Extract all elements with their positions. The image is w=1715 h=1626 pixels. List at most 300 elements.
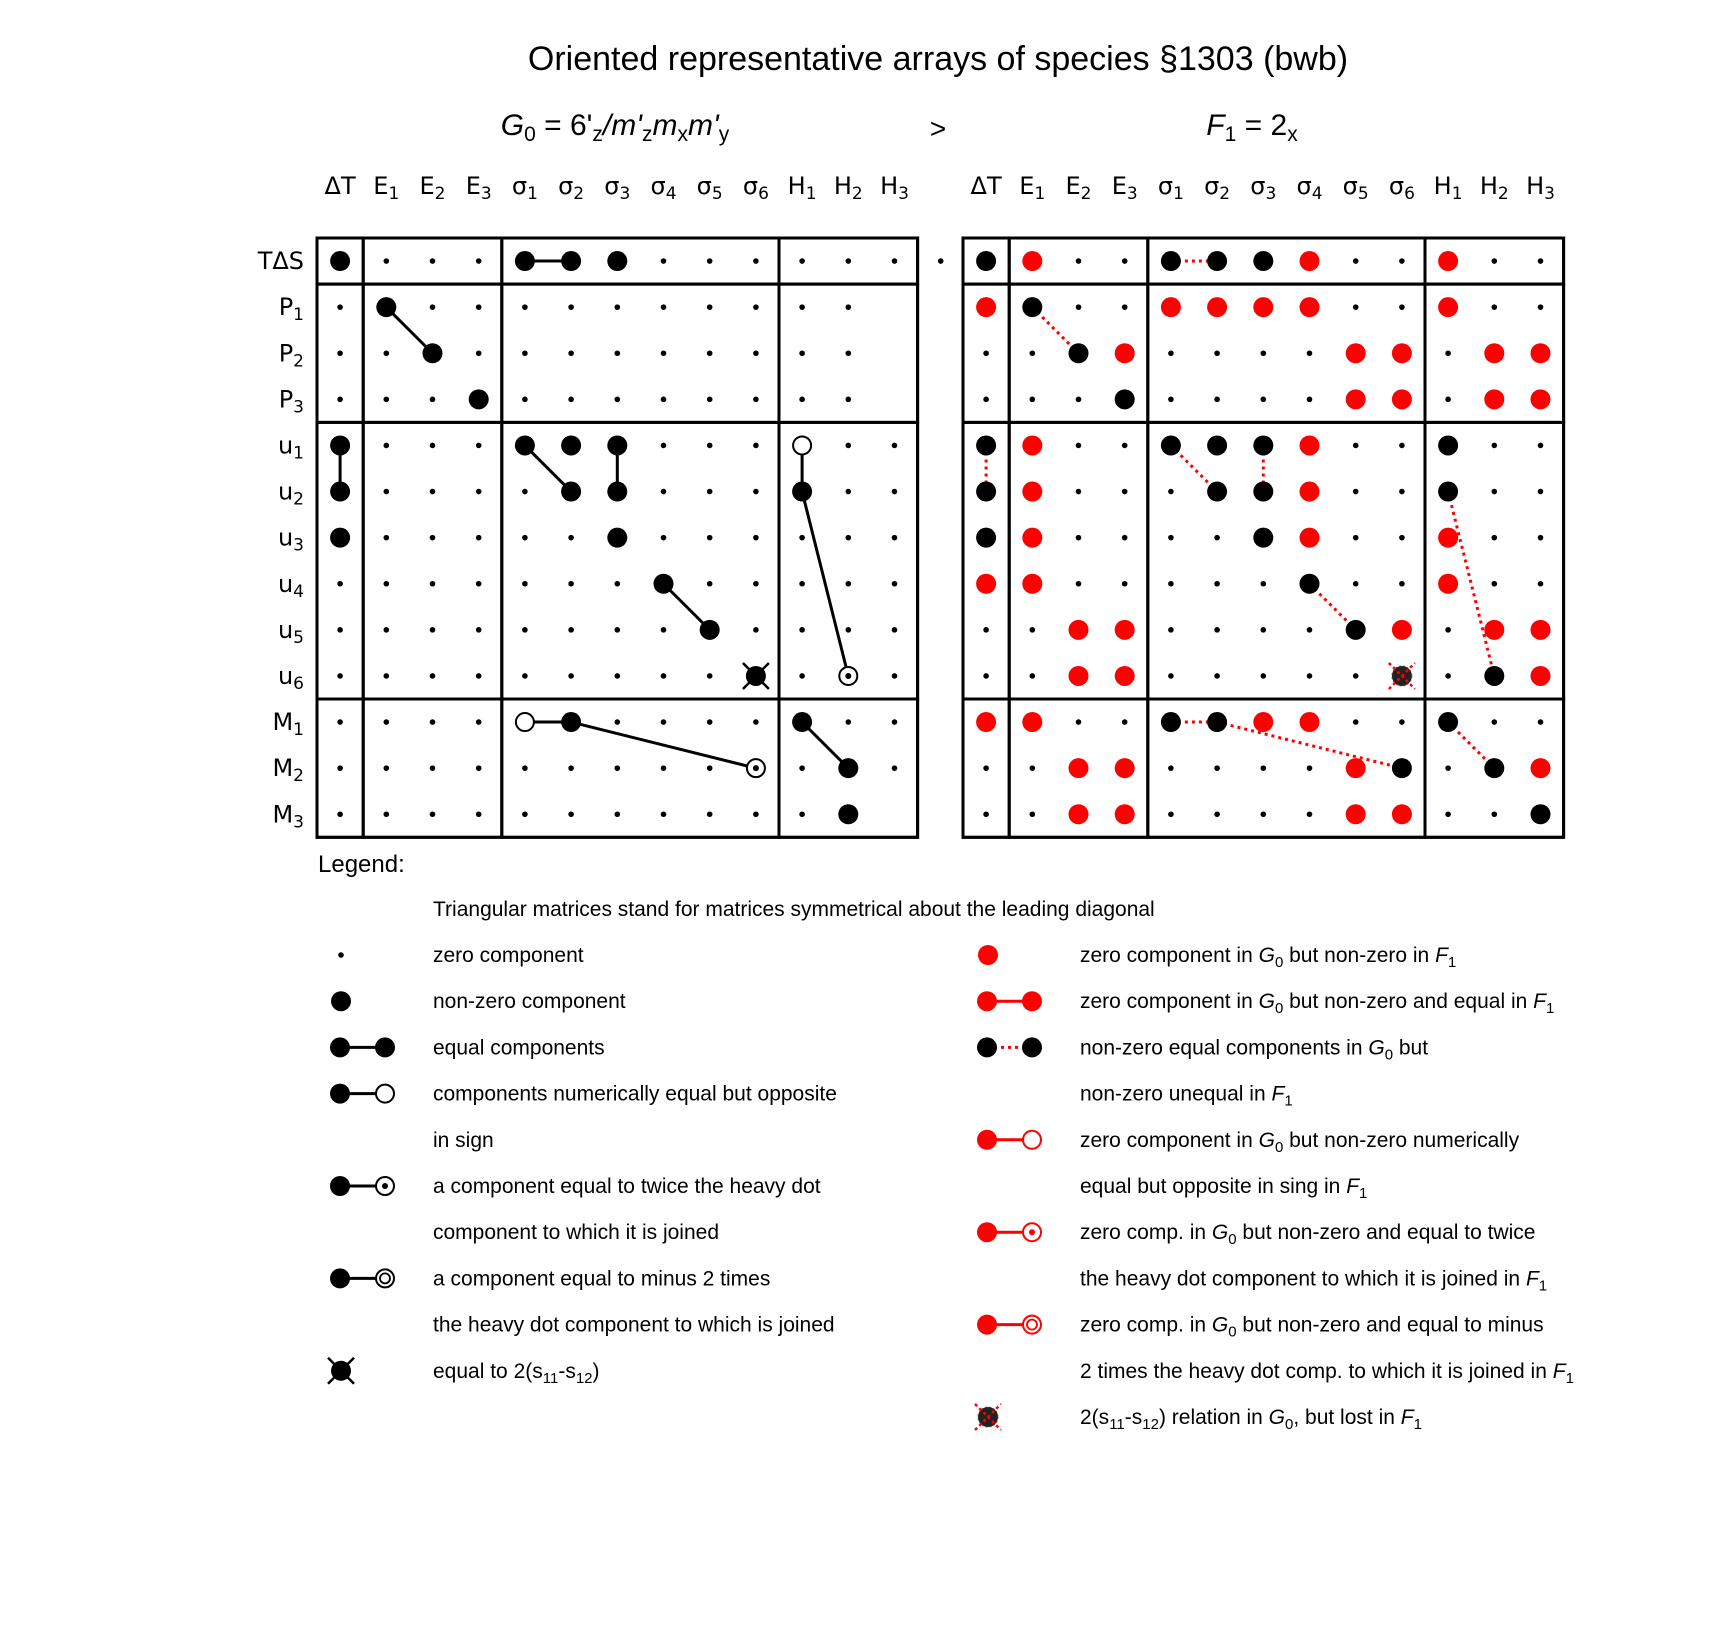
g0-nonzero-cell xyxy=(792,482,812,502)
g0-zero-cell xyxy=(476,489,482,495)
f1-red-cell xyxy=(1531,343,1551,363)
f1-zero-cell xyxy=(1492,489,1498,495)
f1-zero-cell xyxy=(1353,535,1359,541)
f1-block xyxy=(1148,238,1425,284)
f1-zero-cell xyxy=(1076,258,1082,264)
g0-zero-cell xyxy=(661,719,667,725)
g0-zero-cell xyxy=(753,258,759,264)
g0-nonzero-cell xyxy=(561,482,581,502)
f1-zero-cell xyxy=(1168,581,1174,587)
legend-red_opposite-head xyxy=(977,1130,997,1150)
legend-right-item-text: non-zero equal components in G0 but xyxy=(1080,1036,1429,1063)
g0-zero-cell xyxy=(337,719,343,725)
g0-zero-cell xyxy=(430,535,436,541)
f1-red-cell xyxy=(1069,666,1089,686)
g0-zero-cell xyxy=(615,350,621,356)
f1-zero-cell xyxy=(1122,535,1128,541)
f1-zero-cell xyxy=(1030,811,1036,817)
f1-zero-cell xyxy=(1214,811,1220,817)
g0-zero-cell xyxy=(430,304,436,310)
g0-zero-cell xyxy=(384,443,390,449)
g0-nonzero-cell xyxy=(330,482,350,502)
g0-nonzero-cell xyxy=(838,758,858,778)
g0-zero-cell xyxy=(753,581,759,587)
f1-red-cell xyxy=(1531,620,1551,640)
g0-zero-cell xyxy=(892,765,898,771)
f1-red-cell xyxy=(1346,804,1366,824)
g0-zero-cell xyxy=(476,350,482,356)
row-label: M3 xyxy=(272,800,304,833)
f1-zero-cell xyxy=(1307,397,1313,403)
left-array-label: G0 = 6'z/m'zmxm'y xyxy=(500,109,730,147)
f1-nonzero-cell xyxy=(976,528,996,548)
f1-red-cell xyxy=(1392,389,1412,409)
g0-nonzero-cell xyxy=(515,251,535,271)
legend-right-item-text: the heavy dot component to which it is joined in F1 xyxy=(1080,1267,1548,1294)
f1-zero-cell xyxy=(1492,581,1498,587)
g0-zero-cell xyxy=(384,719,390,725)
figure-title: Oriented representative arrays of species §1303 (bwb) xyxy=(527,40,1349,78)
f1-zero-cell xyxy=(1307,765,1313,771)
f1-red-cell xyxy=(1022,482,1042,502)
g0-zero-cell xyxy=(337,765,343,771)
f1-col-header: σ5 xyxy=(1342,172,1369,205)
f1-zero-cell xyxy=(1307,350,1313,356)
g0-zero-cell xyxy=(846,397,852,403)
g0-twice-cell-dot xyxy=(845,673,851,679)
row-label: M2 xyxy=(272,754,304,787)
legend-right-item-text: zero comp. in G0 but non-zero and equal to minus xyxy=(1080,1313,1544,1341)
legend-minus2-head xyxy=(330,1268,350,1288)
g0-zero-cell xyxy=(753,719,759,725)
f1-red-cell xyxy=(1484,389,1504,409)
g0-zero-cell xyxy=(568,581,574,587)
f1-red-cell xyxy=(1161,297,1181,317)
f1-block xyxy=(1148,422,1425,699)
f1-zero-cell xyxy=(1399,581,1405,587)
f1-red-cell xyxy=(1300,528,1320,548)
f1-zero-cell xyxy=(1353,581,1359,587)
f1-red-cell xyxy=(1531,389,1551,409)
legend-equal-tail xyxy=(375,1037,395,1057)
f1-block xyxy=(1148,284,1425,422)
g0-zero-cell xyxy=(661,443,667,449)
g0-zero-cell xyxy=(476,627,482,633)
f1-zero-cell xyxy=(1030,627,1036,633)
g0-nonzero-cell xyxy=(561,435,581,455)
legend-minus2-tail xyxy=(376,1269,394,1287)
g0-col-header: E3 xyxy=(465,172,492,205)
f1-col-header: E2 xyxy=(1065,172,1092,205)
f1-nonzero-cell xyxy=(1253,435,1273,455)
f1-nonzero-cell xyxy=(1531,804,1551,824)
f1-zero-cell xyxy=(1307,627,1313,633)
f1-red-cell xyxy=(1438,297,1458,317)
legend-left-item-text: component to which it is joined xyxy=(433,1221,719,1245)
legend-opposite-head xyxy=(330,1084,350,1104)
f1-zero-cell xyxy=(1445,350,1451,356)
f1-zero-cell xyxy=(1538,304,1544,310)
f1-zero-cell xyxy=(1030,673,1036,679)
g0-zero-cell xyxy=(568,765,574,771)
f1-zero-cell xyxy=(1076,304,1082,310)
f1-zero-cell xyxy=(1122,719,1128,725)
legend-left-item-text: in sign xyxy=(433,1128,494,1152)
g0-link xyxy=(802,492,848,676)
f1-red-cell xyxy=(1022,574,1042,594)
f1-red-cell xyxy=(1438,574,1458,594)
g0-zero-cell xyxy=(384,258,390,264)
f1-nonzero-cell xyxy=(1253,528,1273,548)
f1-zero-cell xyxy=(1214,581,1220,587)
g0-zero-cell xyxy=(522,489,528,495)
f1-red-cell xyxy=(976,574,996,594)
f1-col-header: H2 xyxy=(1479,172,1509,205)
f1-red-cell xyxy=(1438,251,1458,271)
g0-zero-cell xyxy=(799,765,805,771)
f1-zero-cell xyxy=(1353,673,1359,679)
f1-zero-cell xyxy=(983,397,989,403)
legend-note: Triangular matrices stand for matrices symmetrical about the leading diagonal xyxy=(433,898,1155,921)
g0-zero-cell xyxy=(430,258,436,264)
legend-left-item-text: the heavy dot component to which is joined xyxy=(433,1313,835,1337)
g0-zero-cell xyxy=(892,673,898,679)
g0-zero-cell xyxy=(661,350,667,356)
f1-zero-cell xyxy=(1214,350,1220,356)
g0-col-header: σ4 xyxy=(650,172,677,205)
f1-nonzero-cell xyxy=(1207,251,1227,271)
g0-zero-cell xyxy=(384,581,390,587)
f1-zero-cell xyxy=(1168,489,1174,495)
g0-nonzero-cell xyxy=(700,620,720,640)
f1-nonzero-cell xyxy=(1207,435,1227,455)
row-label: P1 xyxy=(278,293,304,326)
g0-zero-cell xyxy=(522,581,528,587)
f1-zero-cell xyxy=(1538,719,1544,725)
f1-zero-cell xyxy=(1445,765,1451,771)
f1-array xyxy=(963,172,1564,837)
legend-left-item-text: a component equal to minus 2 times xyxy=(433,1267,771,1291)
f1-zero-cell xyxy=(1492,304,1498,310)
f1-zero-cell xyxy=(1168,350,1174,356)
f1-zero-cell xyxy=(1030,397,1036,403)
g0-zero-cell xyxy=(661,811,667,817)
f1-zero-cell xyxy=(1214,535,1220,541)
f1-nonzero-cell xyxy=(1438,435,1458,455)
g0-zero-cell xyxy=(476,673,482,679)
row-label: u5 xyxy=(277,615,304,648)
g0-zero-cell xyxy=(384,811,390,817)
f1-zero-cell xyxy=(1492,719,1498,725)
g0-zero-cell xyxy=(476,719,482,725)
g0-zero-cell xyxy=(430,673,436,679)
g0-zero-cell xyxy=(753,443,759,449)
legend-red-zero-icon xyxy=(978,945,998,965)
f1-col-header: H3 xyxy=(1526,172,1555,205)
f1-nonzero-cell xyxy=(1392,758,1412,778)
f1-zero-cell xyxy=(1399,535,1405,541)
g0-zero-cell xyxy=(522,811,528,817)
g0-nonzero-cell xyxy=(792,712,812,732)
legend-left-item-text: a component equal to twice the heavy dot xyxy=(433,1175,821,1198)
f1-zero-cell xyxy=(1445,397,1451,403)
g0-zero-cell xyxy=(384,489,390,495)
row-label: u6 xyxy=(277,661,304,695)
g0-zero-cell xyxy=(615,581,621,587)
g0-zero-cell xyxy=(799,304,805,310)
g0-col-header: σ2 xyxy=(558,172,585,205)
g0-zero-cell xyxy=(568,350,574,356)
f1-zero-cell xyxy=(1076,443,1082,449)
g0-zero-cell xyxy=(707,397,713,403)
g0-zero-cell xyxy=(707,673,713,679)
f1-col-header: H1 xyxy=(1433,172,1463,205)
g0-block xyxy=(779,422,918,699)
g0-zero-cell xyxy=(568,811,574,817)
row-label: u1 xyxy=(277,431,304,464)
g0-zero-cell xyxy=(892,719,898,725)
f1-nonzero-cell xyxy=(1438,712,1458,732)
g0-col-header: σ6 xyxy=(742,172,769,205)
g0-zero-cell xyxy=(846,581,852,587)
g0-zero-cell xyxy=(337,304,343,310)
f1-red-cell xyxy=(1253,297,1273,317)
g0-zero-cell xyxy=(753,304,759,310)
g0-zero-cell xyxy=(337,811,343,817)
f1-red-cell xyxy=(1069,620,1089,640)
g0-zero-cell xyxy=(707,719,713,725)
g0-opposite-cell xyxy=(516,713,534,731)
legend-right-item-text: zero component in G0 but non-zero numerically xyxy=(1080,1128,1520,1156)
f1-red-cell xyxy=(1392,804,1412,824)
g0-zero-cell xyxy=(522,535,528,541)
f1-red-cell xyxy=(1346,343,1366,363)
g0-zero-cell xyxy=(707,765,713,771)
g0-zero-cell xyxy=(799,627,805,633)
g0-twice-cell-dot xyxy=(753,765,759,771)
f1-zero-cell xyxy=(1353,443,1359,449)
f1-zero-cell xyxy=(1122,304,1128,310)
f1-red-cell xyxy=(1022,712,1042,732)
g0-nonzero-cell xyxy=(515,435,535,455)
f1-zero-cell xyxy=(983,627,989,633)
f1-zero-cell xyxy=(1168,811,1174,817)
g0-zero-cell xyxy=(522,350,528,356)
g0-zero-cell xyxy=(892,443,898,449)
row-label: TΔS xyxy=(257,247,304,276)
f1-block xyxy=(1148,699,1425,837)
g0-zero-cell xyxy=(476,535,482,541)
f1-zero-cell xyxy=(1353,258,1359,264)
f1-red-cell xyxy=(1115,804,1135,824)
g0-zero-cell xyxy=(892,581,898,587)
f1-red-cell xyxy=(976,712,996,732)
legend-equal-head xyxy=(330,1037,350,1057)
legend-red_equal-tail xyxy=(1022,991,1042,1011)
legend-right-item-text: equal but opposite in sing in F1 xyxy=(1080,1175,1368,1202)
g0-zero-cell xyxy=(337,627,343,633)
g0-zero-cell xyxy=(799,535,805,541)
g0-zero-cell xyxy=(430,443,436,449)
g0-zero-cell xyxy=(661,304,667,310)
f1-col-header: σ3 xyxy=(1250,172,1277,205)
g0-nonzero-cell xyxy=(838,804,858,824)
g0-zero-cell xyxy=(568,304,574,310)
f1-zero-cell xyxy=(1168,765,1174,771)
g0-zero-cell xyxy=(753,811,759,817)
g0-zero-cell xyxy=(476,258,482,264)
f1-nonzero-cell xyxy=(1161,712,1181,732)
g0-zero-cell xyxy=(384,350,390,356)
f1-zero-cell xyxy=(1122,489,1128,495)
g0-zero-cell xyxy=(707,443,713,449)
f1-red-cell xyxy=(1438,528,1458,548)
g0-zero-cell xyxy=(337,350,343,356)
f1-nonzero-cell xyxy=(1346,620,1366,640)
g0-zero-cell xyxy=(707,811,713,817)
g0-zero-cell xyxy=(661,765,667,771)
f1-zero-cell xyxy=(1538,535,1544,541)
g0-zero-cell xyxy=(430,581,436,587)
legend-red_equal-head xyxy=(977,991,997,1011)
f1-zero-cell xyxy=(1399,258,1405,264)
legend-red_twice-head xyxy=(977,1222,997,1242)
g0-zero-cell xyxy=(707,258,713,264)
g0-zero-cell xyxy=(430,627,436,633)
legend-right-item-text: zero comp. in G0 but non-zero and equal to twice xyxy=(1080,1221,1536,1248)
f1-block xyxy=(1425,422,1564,699)
f1-red-cell xyxy=(1115,758,1135,778)
f1-zero-cell xyxy=(1122,443,1128,449)
g0-nonzero-cell xyxy=(469,389,489,409)
g0-nonzero-cell xyxy=(607,482,627,502)
g0-block xyxy=(363,422,502,699)
g0-zero-cell xyxy=(892,258,898,264)
f1-nonzero-cell xyxy=(1069,343,1089,363)
f1-zero-cell xyxy=(1399,443,1405,449)
g0-nonzero-cell xyxy=(654,574,674,594)
f1-col-header: σ2 xyxy=(1204,172,1231,205)
f1-zero-cell xyxy=(983,765,989,771)
g0-zero-cell xyxy=(661,673,667,679)
g0-zero-cell xyxy=(753,627,759,633)
g0-zero-cell xyxy=(615,673,621,679)
g0-zero-cell xyxy=(615,811,621,817)
g0-zero-cell xyxy=(522,627,528,633)
g0-nonzero-cell xyxy=(561,251,581,271)
g0-nonzero-cell xyxy=(376,297,396,317)
g0-col-header: σ1 xyxy=(511,172,538,205)
g0-zero-cell xyxy=(846,535,852,541)
g0-zero-cell xyxy=(476,581,482,587)
f1-block xyxy=(963,422,1009,699)
g0-zero-cell xyxy=(476,765,482,771)
f1-red-cell xyxy=(1253,712,1273,732)
g0-zero-cell xyxy=(753,350,759,356)
g0-nonzero-cell xyxy=(607,251,627,271)
g0-zero-cell xyxy=(615,397,621,403)
f1-zero-cell xyxy=(1492,258,1498,264)
f1-zero-cell xyxy=(1445,673,1451,679)
g0-zero-cell xyxy=(384,765,390,771)
f1-zero-cell xyxy=(983,811,989,817)
g0-col-header: H1 xyxy=(787,172,817,205)
legend-red_opposite-tail xyxy=(1023,1131,1041,1149)
f1-zero-cell xyxy=(1168,535,1174,541)
f1-red-cell xyxy=(1022,528,1042,548)
f1-nonzero-cell xyxy=(1207,482,1227,502)
g0-zero-cell xyxy=(892,489,898,495)
g0-zero-cell xyxy=(430,397,436,403)
g0-zero-cell xyxy=(615,719,621,725)
f1-col-header: σ4 xyxy=(1296,172,1323,205)
g0-zero-cell xyxy=(846,627,852,633)
g0-zero-cell xyxy=(892,535,898,541)
f1-nonzero-cell xyxy=(1161,435,1181,455)
row-label: M1 xyxy=(272,708,304,741)
f1-zero-cell xyxy=(1168,673,1174,679)
f1-col-header: E1 xyxy=(1019,172,1046,205)
legend xyxy=(318,851,1574,1433)
f1-zero-cell xyxy=(1492,443,1498,449)
f1-nonzero-cell xyxy=(1484,758,1504,778)
g0-zero-cell xyxy=(753,397,759,403)
f1-zero-cell xyxy=(1445,811,1451,817)
f1-zero-cell xyxy=(1214,765,1220,771)
g0-zero-cell xyxy=(661,535,667,541)
legend-right-item-text: 2 times the heavy dot comp. to which it is joined in F1 xyxy=(1080,1359,1574,1387)
g0-zero-cell xyxy=(799,581,805,587)
legend-twice-head xyxy=(330,1176,350,1196)
g0-zero-cell xyxy=(799,350,805,356)
g0-col-header: H2 xyxy=(833,172,863,205)
f1-red-cell xyxy=(1069,804,1089,824)
f1-red-cell xyxy=(1115,666,1135,686)
f1-nonzero-cell xyxy=(1438,482,1458,502)
legend-left-item-text: equal components xyxy=(433,1036,605,1060)
f1-nonzero-cell xyxy=(1207,712,1227,732)
g0-zero-cell xyxy=(430,811,436,817)
f1-nonzero-cell xyxy=(1115,389,1135,409)
g0-opposite-cell xyxy=(793,436,811,454)
f1-red-cell xyxy=(1115,620,1135,640)
g0-zero-cell xyxy=(522,673,528,679)
f1-zero-cell xyxy=(1492,535,1498,541)
g0-zero-cell xyxy=(384,535,390,541)
legend-opposite-tail xyxy=(376,1085,394,1103)
g0-zero-cell xyxy=(753,489,759,495)
right-array-label: F1 = 2x xyxy=(1206,109,1298,147)
f1-zero-cell xyxy=(1214,673,1220,679)
f1-col-header: σ6 xyxy=(1388,172,1415,205)
f1-red-cell xyxy=(1022,435,1042,455)
g0-zero-cell xyxy=(938,258,944,264)
g0-zero-cell xyxy=(615,304,621,310)
f1-zero-cell xyxy=(1076,581,1082,587)
f1-nonzero-cell xyxy=(1484,666,1504,686)
f1-zero-cell xyxy=(983,673,989,679)
g0-zero-cell xyxy=(799,811,805,817)
g0-zero-cell xyxy=(615,765,621,771)
g0-nonzero-cell xyxy=(561,712,581,732)
g0-zero-cell xyxy=(753,535,759,541)
legend-heading: Legend: xyxy=(318,851,405,878)
f1-red-cell xyxy=(1115,343,1135,363)
f1-zero-cell xyxy=(1353,489,1359,495)
legend-left-item-text: non-zero component xyxy=(433,990,626,1014)
f1-zero-cell xyxy=(1168,627,1174,633)
f1-zero-cell xyxy=(1261,350,1267,356)
